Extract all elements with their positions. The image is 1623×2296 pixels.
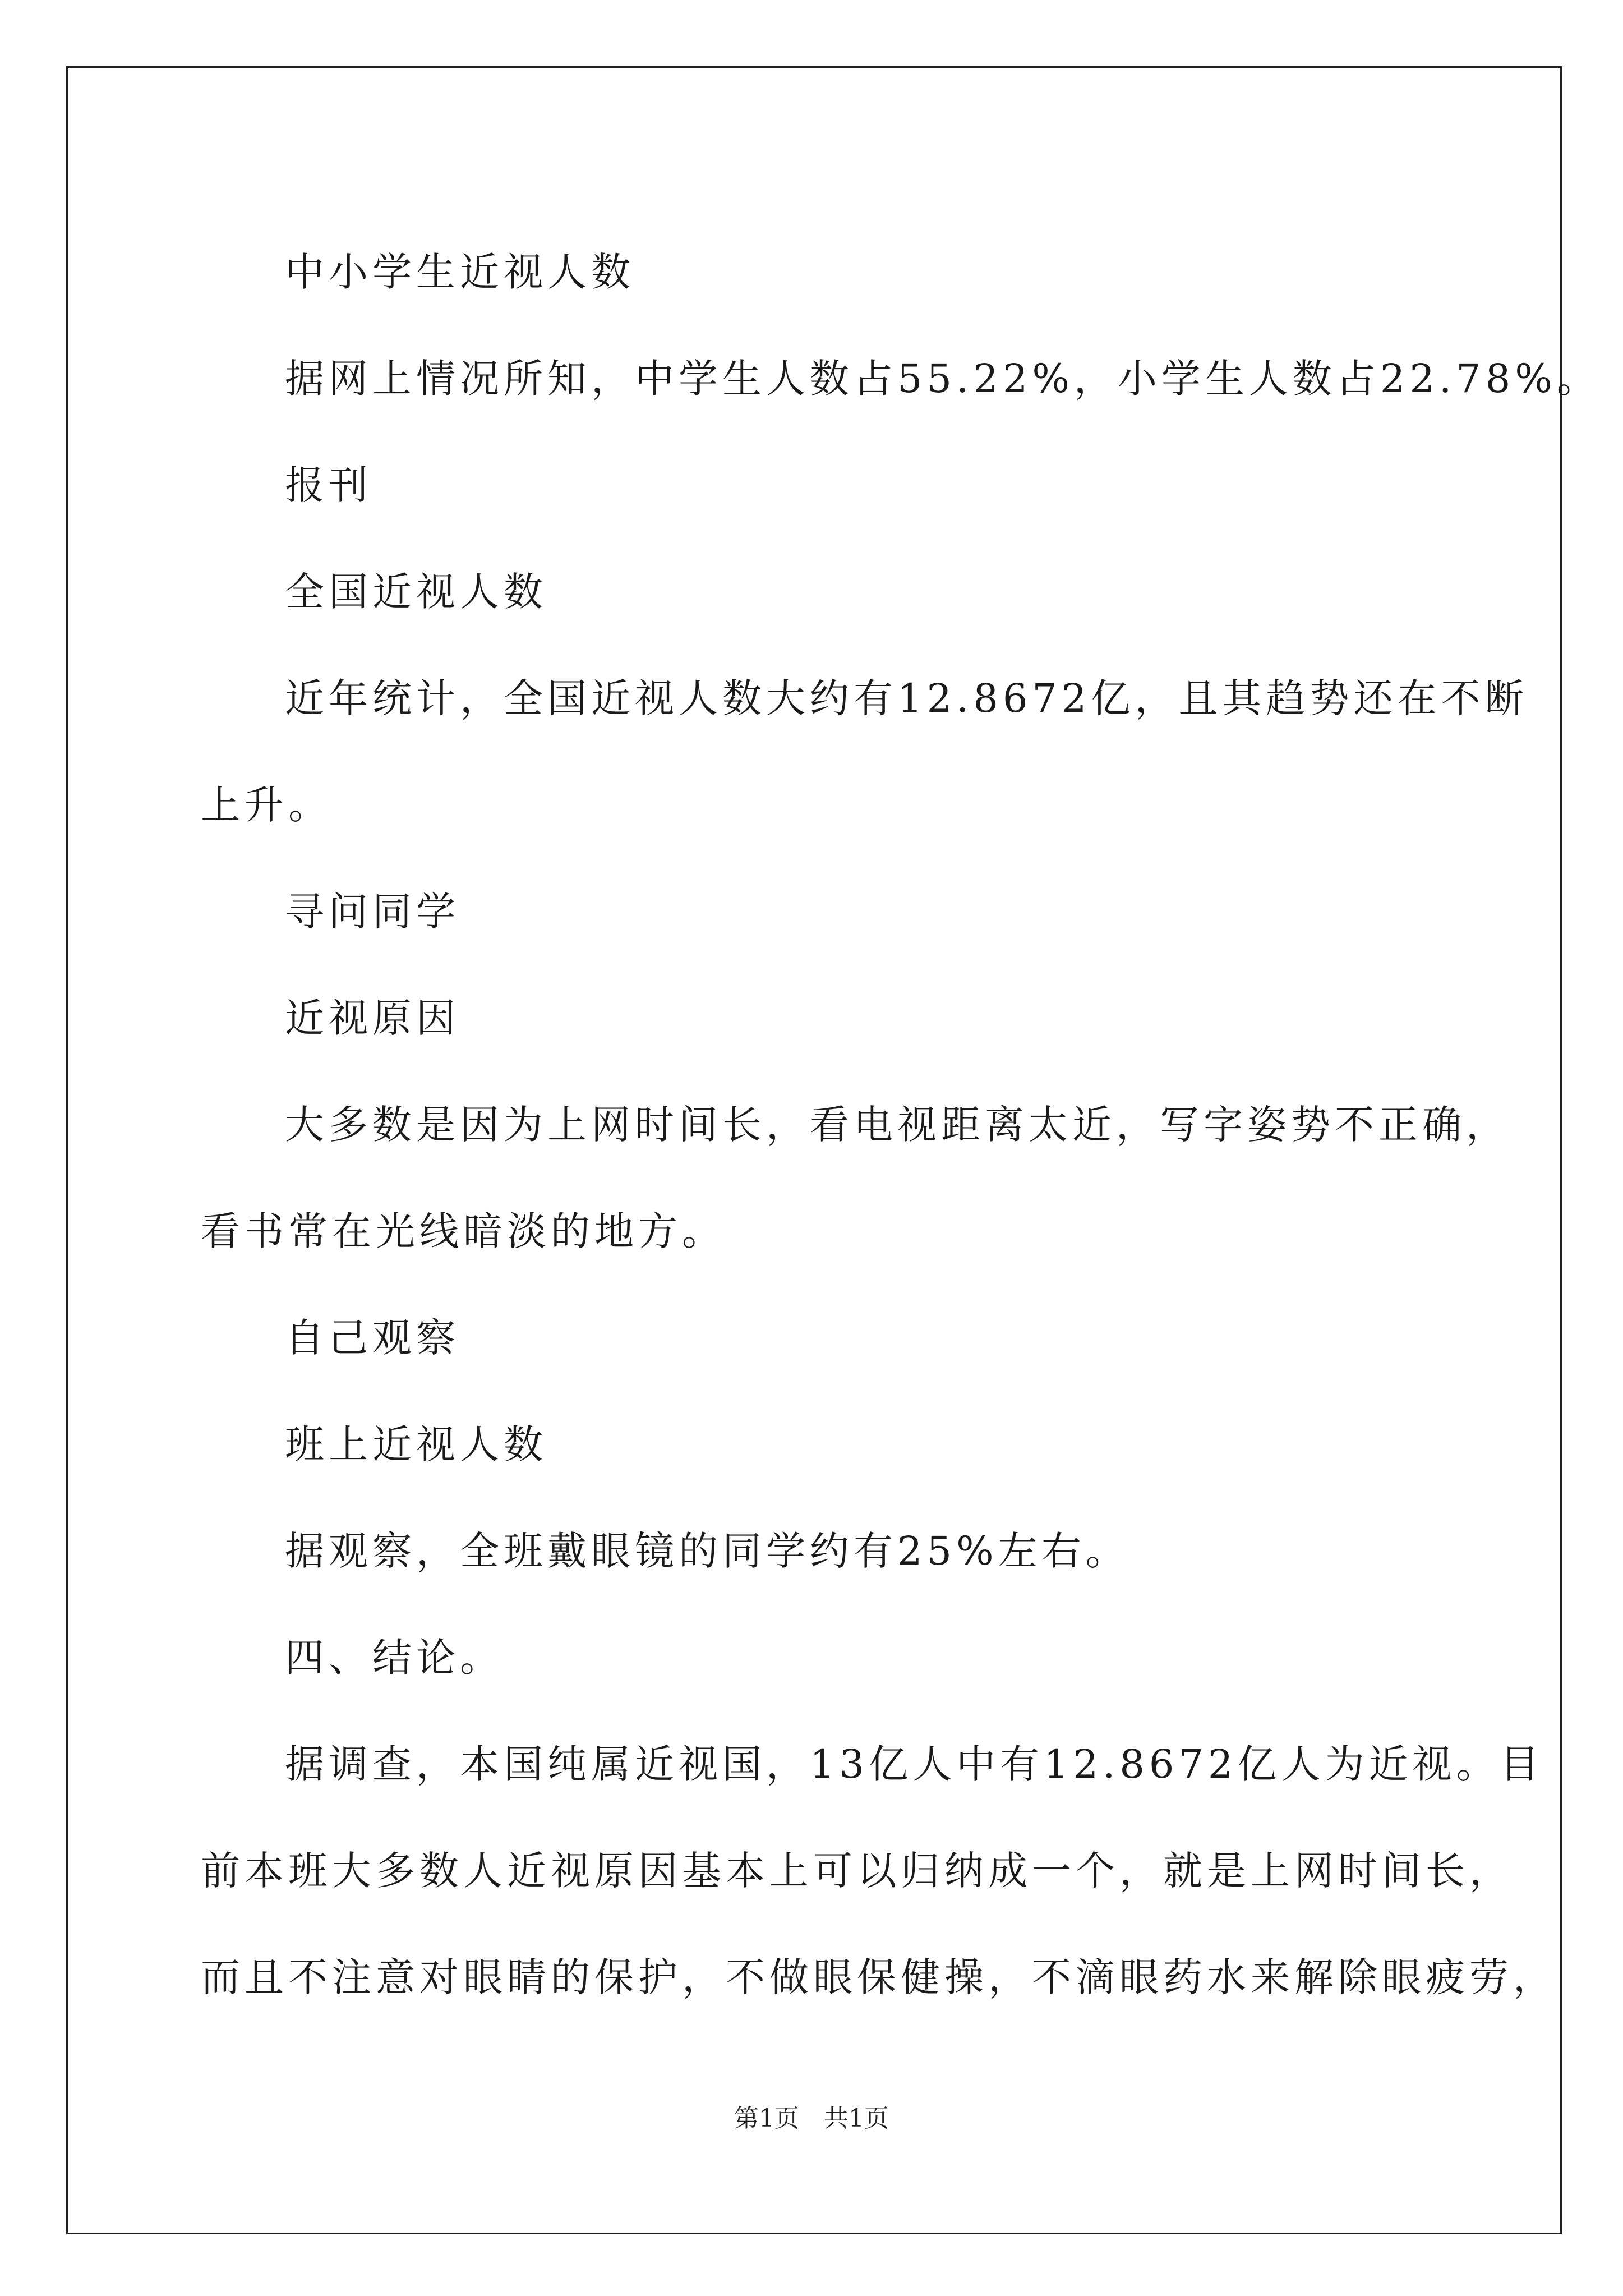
heading-myopia-causes: 近视原因 xyxy=(285,995,460,1041)
paragraph-causes: 大多数是因为上网时间长，看电视距离太近，写字姿势不正确， xyxy=(285,1102,1510,1148)
document-body xyxy=(201,219,1601,2031)
page-number-footer: 第1页 共1页 xyxy=(734,2104,889,2133)
heading-ask-classmates: 寻问同学 xyxy=(285,889,460,935)
heading-national-myopia-count: 全国近视人数 xyxy=(285,569,547,615)
heading-student-myopia-count: 中小学生近视人数 xyxy=(285,249,635,295)
paragraph-causes-continued: 看书常在光线暗淡的地方。 xyxy=(201,1208,726,1254)
paragraph-national-stats-continued: 上升。 xyxy=(201,782,332,828)
heading-conclusion: 四、结论。 xyxy=(285,1635,504,1681)
paragraph-conclusion: 据调查，本国纯属近视国，13亿人中有12.8672亿人为近视。目 xyxy=(285,1741,1544,1787)
heading-newspapers: 报刊 xyxy=(285,462,372,508)
paragraph-conclusion-line-3: 而且不注意对眼睛的保护，不做眼保健操，不滴眼药水来解除眼疲劳， xyxy=(201,1954,1557,2000)
paragraph-conclusion-line-2: 前本班大多数人近视原因基本上可以归纳成一个，就是上网时间长， xyxy=(201,1848,1513,1894)
paragraph-national-stats: 近年统计，全国近视人数大约有12.8672亿，且其趋势还在不断 xyxy=(285,675,1529,721)
paragraph-online-stats: 据网上情况所知，中学生人数占55.22%，小学生人数占22.78%。 xyxy=(285,356,1601,402)
paragraph-class-observation: 据观察，全班戴眼镜的同学约有25%左右。 xyxy=(285,1528,1129,1574)
heading-self-observation: 自己观察 xyxy=(285,1315,460,1361)
heading-class-myopia-count: 班上近视人数 xyxy=(285,1421,547,1467)
